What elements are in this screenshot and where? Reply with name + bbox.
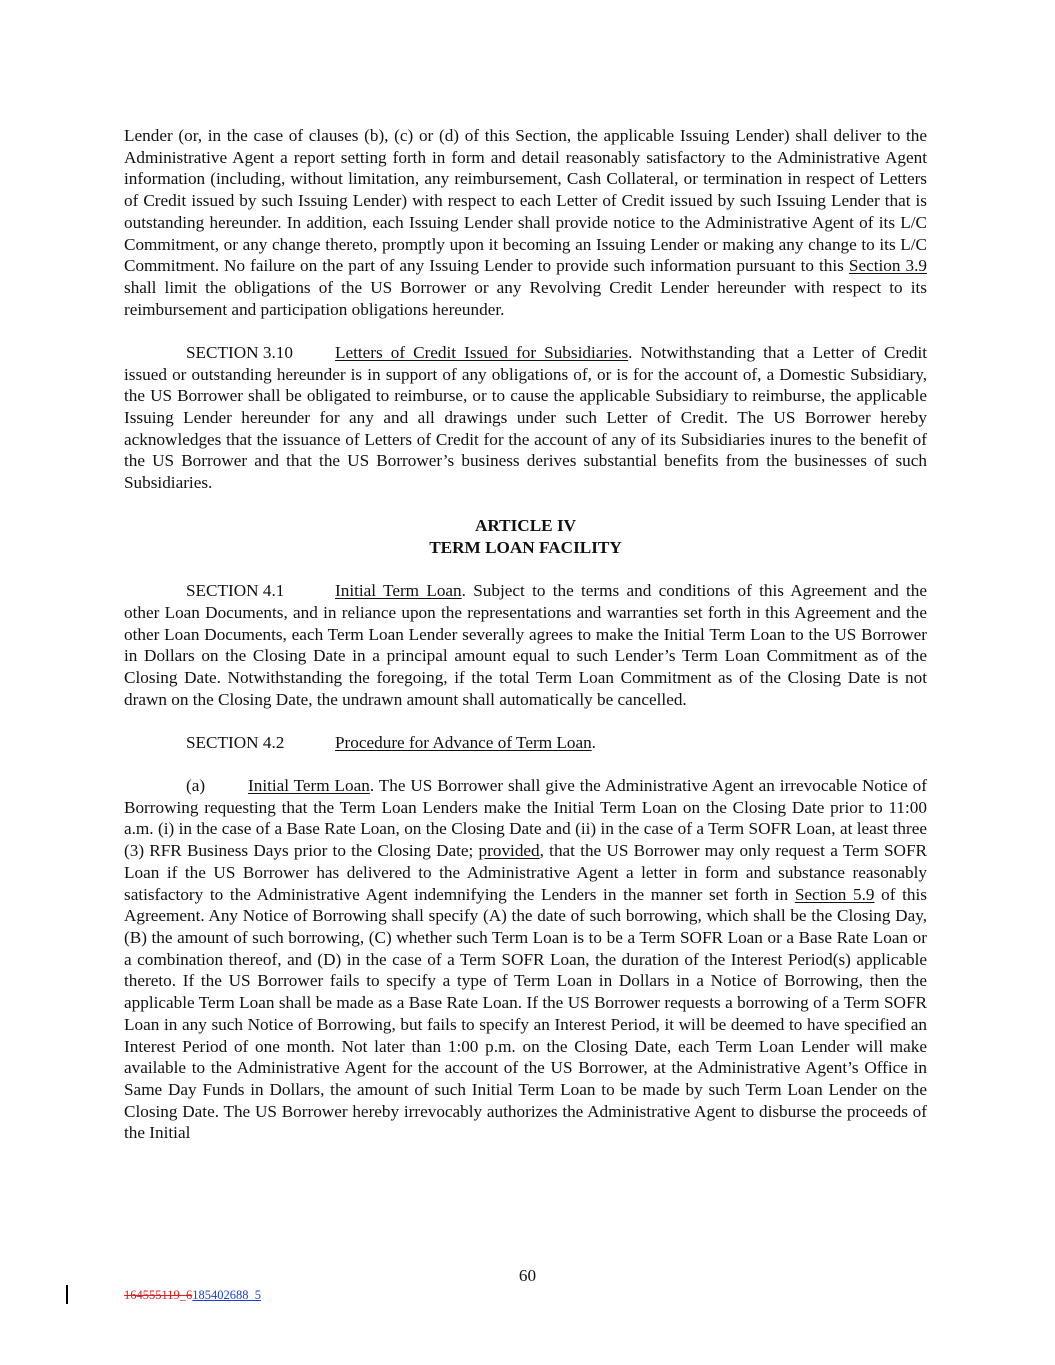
article-number: ARTICLE IV xyxy=(474,516,577,536)
document-id xyxy=(124,1288,261,1303)
article-heading xyxy=(124,515,927,558)
clause-a-title: Initial Term Loan xyxy=(248,776,370,796)
clause-a-text-part1: . The US Borrower shall give the Administrative Agent an irrevocable Notice of Borrowing requesting that the Term Loan Lenders make the Initial Term Loan on the Closing Date prior to 11:00 a.m. (i) in the case of a Base Rate Loan, on the Closing Date and (ii) in the case of a Term SOFR Loan, at least three (3) RFR Business Days prior to the Closing Date; xyxy=(124,776,927,861)
section-3-9-reference: Section 3.9 xyxy=(848,256,927,276)
clause-a-text-part3: of this Agreement. Any Notice of Borrowing shall specify (A) the date of such borrowing, which shall be the Closing Day, (B) the amount of such borrowing, (C) whether such Term Loan is to be a Term SOFR Loan or a Base Rate Loan or a combination thereof, and (D) in the case of a Term SOFR Loan, the duration of the Interest Period(s) applicable thereto. If the US Borrower fails to specify a type of Term Loan in Dollars in a Notice of Borrowing, then the applicable Term Loan shall be made as a Base Rate Loan. If the US Borrower requests a borrowing of a Term SOFR Loan in any such Notice of Borrowing, but fails to specify an Interest Period, it will be deemed to have specified an Interest Period of one month. Not later than 1:00 p.m. on the Closing Date, each Term Loan Lender will make available to the Administrative Agent for the account of the US Borrower, at the Administrative Agent’s Office in Same Day Funds in Dollars, the amount of such Initial Term Loan to be made by such Term Loan Lender on the Closing Date. The US Borrower hereby irrevocably authorizes the Administrative Agent to disburse the proceeds of the Initial xyxy=(124,884,927,1143)
clause-a-paragraph xyxy=(124,775,927,1144)
section-4-1-paragraph xyxy=(124,580,927,710)
section-4-2-end: . xyxy=(591,732,596,752)
document-body xyxy=(124,125,927,1166)
section-4-1-body: . Subject to the terms and conditions of this Agreement and the other Loan Documents, and in reliance upon the representations and warranties set forth in this Agreement and the other Loan Documents, each Term Loan Lender severally agrees to make the Initial Term Loan to the US Borrower in Dollars on the Closing Date in a principal amount equal to such Lender’s Term Loan Commitment as of the Closing Date. Notwithstanding the foregoing, if the total Term Loan Commitment as of the Closing Date is not drawn on the Closing Date, the undrawn amount shall automatically be cancelled. xyxy=(124,581,928,709)
section-5-9-reference: Section 5.9 xyxy=(794,884,875,904)
section-3-10-number: SECTION 3.10 xyxy=(186,342,293,362)
clause-a-label: (a) xyxy=(186,776,206,796)
section-4-2-title: Procedure for Advance of Term Loan xyxy=(335,732,592,752)
section-4-1-number: SECTION 4.1 xyxy=(186,581,285,601)
section-4-1-title: Initial Term Loan xyxy=(335,581,462,601)
section-4-2-number: SECTION 4.2 xyxy=(186,732,285,752)
intro-paragraph xyxy=(124,125,927,320)
section-4-2-paragraph xyxy=(124,732,927,754)
document-id-deleted: 164555119_6 xyxy=(124,1288,193,1302)
clause-a-text-part2: , that the US Borrower may only request a Term SOFR Loan if the US Borrower has delivered to the Administrative Agent a letter in form and substance reasonably satisfactory to the Administrative Agent indemnifying the Lenders in the manner set forth in xyxy=(124,841,927,904)
section-3-10-title: Letters of Credit Issued for Subsidiaries xyxy=(335,342,629,362)
article-title: TERM LOAN FACILITY xyxy=(429,537,622,557)
section-3-10-body: . Notwithstanding that a Letter of Credit issued or outstanding hereunder is in support of any obligations of, or is for the account of, a Domestic Subsidiary, the US Borrower shall be obligated to reimburse, or to cause the applicable Subsidiary to reimburse, the applicable Issuing Lender hereunder for any and all drawings under such Letter of Credit. The US Borrower hereby acknowledges that the issuance of Letters of Credit for the account of any of its Subsidiaries inures to the benefit of the US Borrower and that the US Borrower’s business derives substantial benefits from the businesses of such Subsidiaries. xyxy=(124,342,927,493)
clause-a-provided: provided xyxy=(478,841,540,861)
document-id-inserted: 185402688_5 xyxy=(192,1288,262,1302)
section-3-10-paragraph xyxy=(124,342,927,494)
page-number: 60 xyxy=(518,1266,537,1285)
intro-text-part1: Lender (or, in the case of clauses (b), (c) or (d) of this Section, the applicable Issuing Lender) shall deliver to the Administrative Agent a report setting forth in form and detail reasonably satisfactory to the Administrative Agent information (including, without limitation, any reimbursement, Cash Collateral, or termination in respect of Letters of Credit issued by such Issuing Lender) with respect to each Letter of Credit issued by such Issuing Lender that is outstanding hereunder. In addition, each Issuing Lender shall provide notice to the Administrative Agent of its L/C Commitment, or any change thereto, promptly upon it becoming an Issuing Lender or making any change to its L/C Commitment. No failure on the part of any Issuing Lender to provide such information pursuant to this xyxy=(124,126,927,276)
intro-text-part2: shall limit the obligations of the US Borrower or any Revolving Credit Lender hereunder with respect to its reimbursement and participation obligations hereunder. xyxy=(124,277,927,319)
revision-change-bar xyxy=(66,1285,68,1304)
